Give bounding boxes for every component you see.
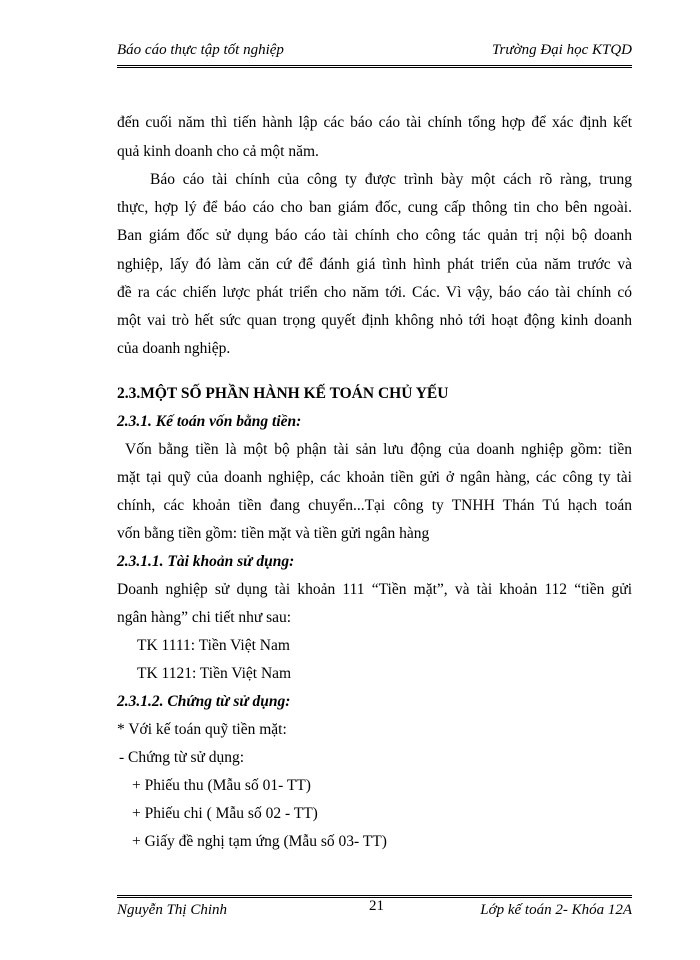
p2-line-6: một vai trò hết sức quan trọng quyết định không nhỏ tới hoạt động kinh doanh xyxy=(117,312,632,329)
footer-class: Lớp kế toán 2- Khóa 12A xyxy=(480,902,632,918)
header-rule xyxy=(117,65,632,68)
p2-line-1: Báo cáo tài chính của công ty được trình bày một cách rõ ràng, trung xyxy=(150,171,632,188)
page-number: 21 xyxy=(369,898,384,914)
sub1-line-4: vốn bằng tiền gồm: tiền mặt và tiền gửi ngân hàng xyxy=(117,525,430,542)
account-item-2: TK 1121: Tiền Việt Nam xyxy=(137,665,292,682)
list-item-3: + Phiếu thu (Mẫu số 01- TT) xyxy=(132,777,311,794)
header-left: Báo cáo thực tập tốt nghiệp xyxy=(117,42,284,58)
list-item-5: + Giấy đề nghị tạm ứng (Mẫu số 03- TT) xyxy=(132,833,387,850)
sub1-line-1: Vốn bằng tiền là một bộ phận tài sản lưu động của doanh nghiệp gồm: tiền xyxy=(125,441,632,458)
p2-line-3: Ban giám đốc sử dụng báo cáo tài chính cho công tác quản trị nội bộ doanh xyxy=(117,227,632,244)
header-right: Trường Đại học KTQD xyxy=(492,42,632,58)
p1-line-2: quả kinh doanh cho cả một năm. xyxy=(117,143,319,160)
account-item-1: TK 1111: Tiền Việt Nam xyxy=(137,637,290,654)
p2-line-7: của doanh nghiệp. xyxy=(117,340,231,357)
list-item-2: - Chứng từ sử dụng: xyxy=(119,749,245,766)
p2-line-4: nghiệp, lấy đó làm căn cứ để đánh giá tình hình phát triển của năm trước và xyxy=(117,256,632,273)
sub1-line-2: mặt tại quỹ của doanh nghiệp, các khoản tiền gửi ở ngân hàng, các công ty tài xyxy=(117,469,632,486)
p2-line-2: thực, hợp lý để báo cáo cho ban giám đốc, cung cấp thông tin cho bên ngoài. xyxy=(117,199,632,216)
page-footer xyxy=(117,900,632,922)
subsection-2-3-1-2: 2.3.1.2. Chứng từ sử dụng: xyxy=(117,693,291,710)
list-item-4: + Phiếu chi ( Mẫu số 02 - TT) xyxy=(132,805,318,822)
p1-line-1: đến cuối năm thì tiến hành lập các báo cáo tài chính tổng hợp để xác định kết xyxy=(117,114,632,131)
sub11-line-2: ngân hàng” chi tiết như sau: xyxy=(117,609,292,626)
footer-author: Nguyễn Thị Chinh xyxy=(117,902,228,918)
sub1-line-3: chính, các khoản tiền đang chuyển...Tại công ty TNHH Thán Tú hạch toán xyxy=(117,497,632,514)
page-header xyxy=(117,42,632,64)
p2-line-5: đề ra các chiến lược phát triển cho năm tới. Các. Vì vậy, báo cáo tài chính có xyxy=(117,284,632,301)
subsection-2-3-1-1: 2.3.1.1. Tài khoản sử dụng: xyxy=(117,553,295,570)
section-title: 2.3.MỘT SỐ PHẦN HÀNH KẾ TOÁN CHỦ YẾU xyxy=(117,385,449,402)
list-item-1: * Với kế toán quỹ tiền mặt: xyxy=(117,721,287,738)
subsection-2-3-1: 2.3.1. Kế toán vốn bằng tiền: xyxy=(117,413,302,430)
sub11-line-1: Doanh nghiệp sử dụng tài khoản 111 “Tiền mặt”, và tài khoản 112 “tiền gửi xyxy=(117,581,632,598)
